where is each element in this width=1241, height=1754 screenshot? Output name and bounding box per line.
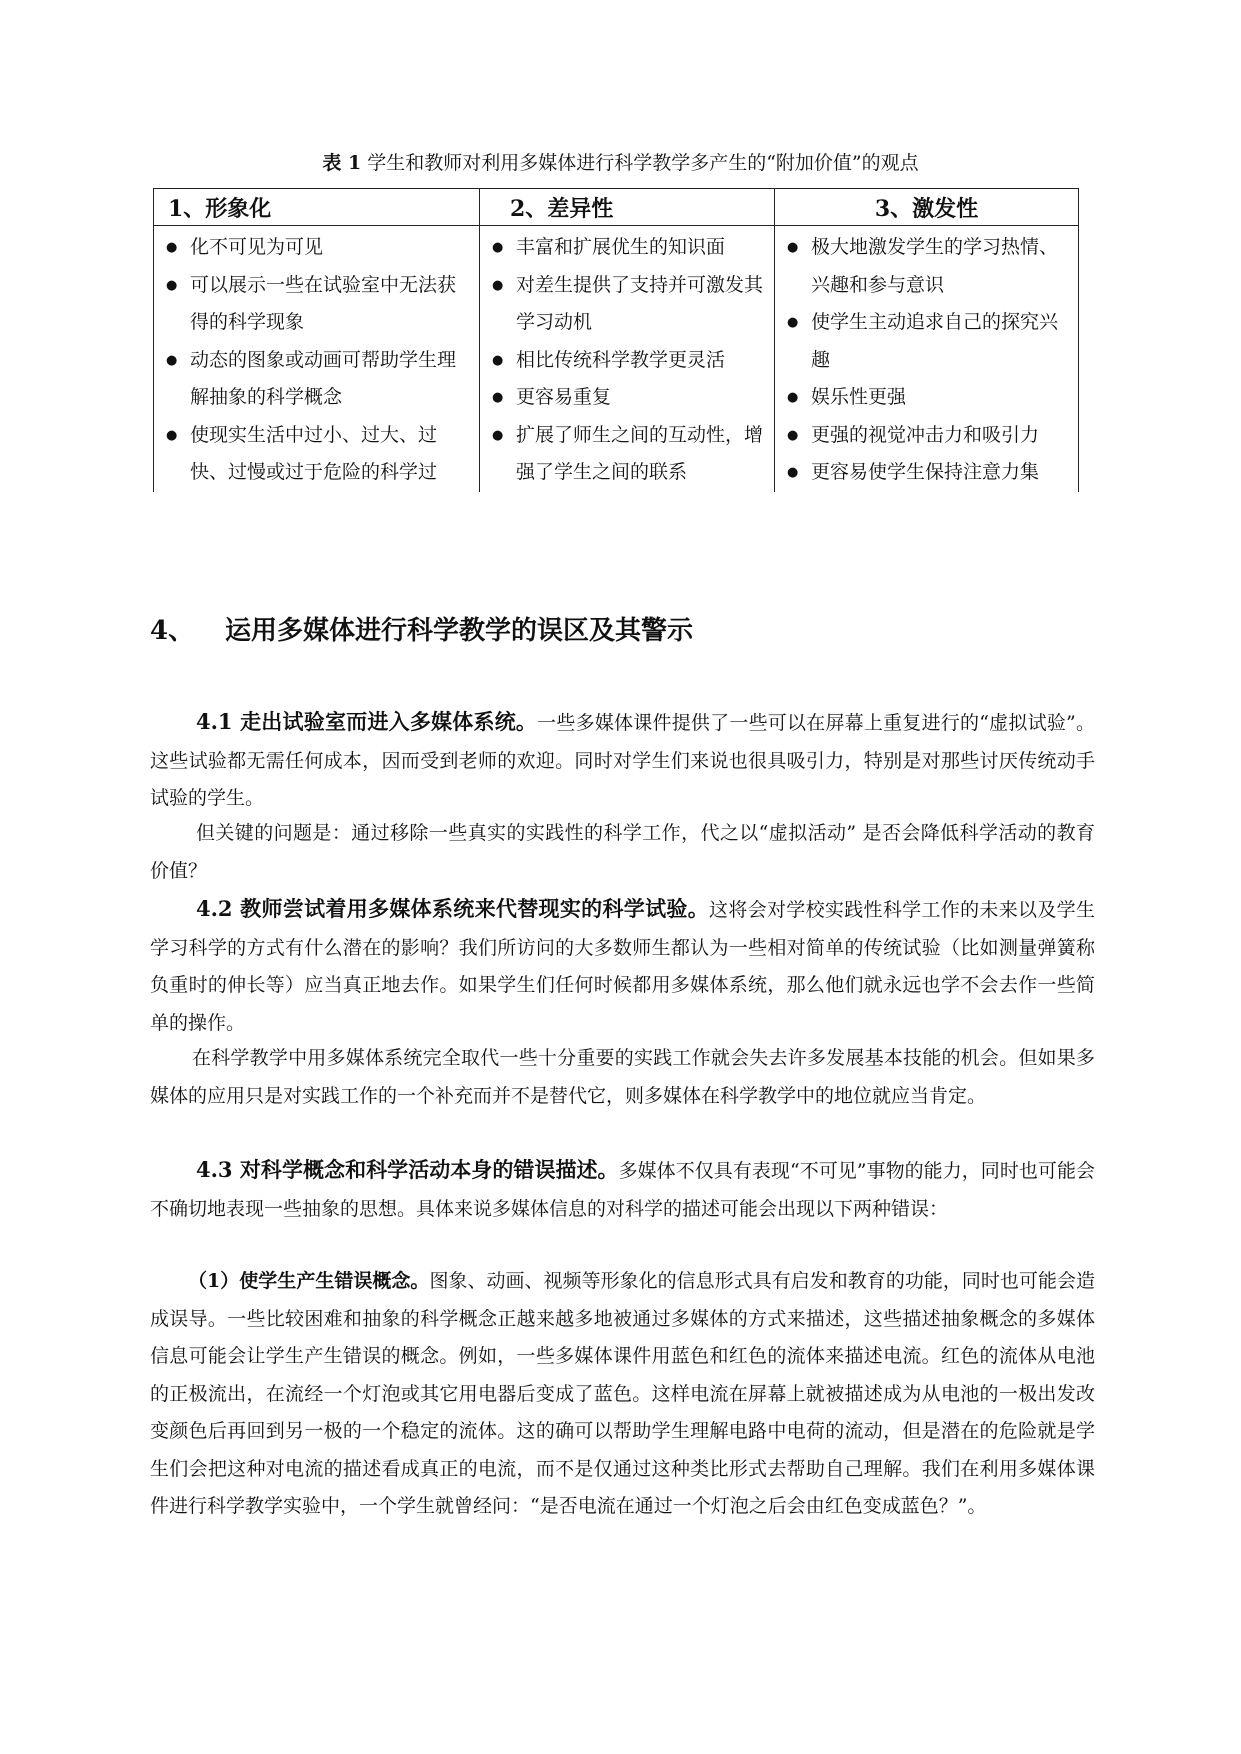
paragraph-4-1-text: 一些多媒体课件提供了一些可以在屏幕上重复进行的“虚拟试验”。这些试验都无需任何成本，因而受到老师的欢迎。同时对学生们来说也很具吸引力，特别是对那些讨厌传统动手试验的学生。 bbox=[150, 712, 1095, 809]
paragraph-4-3-1 bbox=[150, 1263, 1095, 1526]
list-item: ● 动态的图象或动画可帮助学生理解抽象的科学概念 bbox=[164, 342, 473, 417]
paragraph-4-2 bbox=[150, 890, 1095, 1042]
table-body-row bbox=[154, 226, 1079, 492]
paragraph-4-1 bbox=[150, 703, 1095, 818]
list-item: ● 娱乐性更强 bbox=[785, 379, 1072, 417]
list-item: ● 可以展示一些在试验室中无法获得的科学现象 bbox=[164, 267, 473, 342]
list-item: ● 使现实生活中过小、过大、过快、过慢或过于危险的科学过 bbox=[164, 417, 473, 492]
section-number: 4、 bbox=[150, 616, 195, 646]
paragraph-4-3-heading: 4.3 对科学概念和科学活动本身的错误描述。 bbox=[196, 1157, 619, 1182]
list-item: ● 更容易重复 bbox=[490, 379, 768, 417]
table-caption-text: 学生和教师对利用多媒体进行科学教学多产生的“附加价值”的观点 bbox=[367, 152, 919, 174]
list-item: ● 对差生提供了支持并可激发其学习动机 bbox=[490, 267, 768, 342]
paragraph-4-3 bbox=[150, 1151, 1095, 1228]
list-item: ● 更强的视觉冲击力和吸引力 bbox=[785, 417, 1072, 455]
list-item: ● 使学生主动追求自己的探究兴趣 bbox=[785, 304, 1072, 379]
paragraph-4-2-heading: 4.2 教师尝试着用多媒体系统来代替现实的科学试验。 bbox=[196, 896, 710, 921]
paragraph-4-3-1-text: 图象、动画、视频等形象化的信息形式具有启发和教育的功能，同时也可能会造成误导。一些比较困难和抽象的科学概念正越来越多地被通过多媒体的方式来描述，这些描述抽象概念的多媒体信息可能会让学生产生错误的概念。例如，一些多媒体课件用蓝色和红色的流体来描述电流。红色的流体从电池的正极流出，在流经一个灯泡或其它用电器后变成了蓝色。这样电流在屏幕上就被描述成为从电池的一极出发改变颜色后再回到另一极的一个稳定的流体。这的确可以帮助学生理解电路中电荷的流动，但是潜在的危险就是学生们会把这种对电流的描述看成真正的电流，而不是仅通过这种类比形式去帮助自己理解。我们在利用多媒体课件进行科学教学实验中，一个学生就曾经问：“是否电流在通过一个灯泡之后会由红色变成蓝色？”。 bbox=[150, 1270, 1095, 1517]
section-title: 运用多媒体进行科学教学的误区及其警示 bbox=[225, 616, 694, 646]
table-caption bbox=[0, 148, 1241, 175]
list-item: ● 化不可见为可见 bbox=[164, 229, 473, 267]
table-header-row bbox=[154, 189, 1079, 226]
paragraph-4-3-text: 多媒体不仅具有表现“不可见”事物的能力，同时也可能会不确切地表现一些抽象的思想。具体来说多媒体信息的对科学的描述可能会出现以下两种错误： bbox=[150, 1160, 1095, 1220]
column-motivation bbox=[775, 226, 1079, 492]
list-item: ● 丰富和扩展优生的知识面 bbox=[490, 229, 768, 267]
table-caption-label: 表 1 bbox=[322, 152, 362, 174]
paragraph-4-1-question: 但关键的问题是：通过移除一些真实的实践性的科学工作，代之以“虚拟活动” 是否会降低科学活动的教育价值？ bbox=[150, 822, 1095, 882]
column-differentiation bbox=[480, 226, 775, 492]
paragraph-4-2-conclusion: 在科学教学中用多媒体系统完全取代一些十分重要的实践工作就会失去许多发展基本技能的机会。但如果多媒体的应用只是对实践工作的一个补充而并不是替代它，则多媒体在科学教学中的地位就应当肯定。 bbox=[150, 1047, 1095, 1107]
paragraph-4-3-1-heading: （1）使学生产生错误概念。 bbox=[188, 1270, 430, 1292]
column-visualization bbox=[154, 226, 480, 492]
section-4-heading bbox=[150, 610, 693, 647]
list-item: ● 相比传统科学教学更灵活 bbox=[490, 342, 768, 380]
header-visualization: 1、形象化 bbox=[154, 189, 480, 226]
header-motivation: 3、激发性 bbox=[775, 189, 1079, 226]
paragraph-4-2-text: 这将会对学校实践性科学工作的未来以及学生学习科学的方式有什么潜在的影响？我们所访问的大多数师生都认为一些相对简单的传统试验（比如测量弹簧称负重时的伸长等）应当真正地去作。如果学生们任何时候都用多媒体系统，那么他们就永远也学不会去作一些简单的操作。 bbox=[150, 899, 1095, 1034]
list-item: ● 极大地激发学生的学习热情、兴趣和参与意识 bbox=[785, 229, 1072, 304]
list-item: ● 扩展了师生之间的互动性，增强了学生之间的联系 bbox=[490, 417, 768, 492]
value-added-table bbox=[153, 188, 1079, 492]
paragraph-4-1-heading: 4.1 走出试验室而进入多媒体系统。 bbox=[196, 709, 538, 734]
list-item: ● 更容易使学生保持注意力集 bbox=[785, 454, 1072, 492]
header-differentiation: 2、差异性 bbox=[480, 189, 775, 226]
